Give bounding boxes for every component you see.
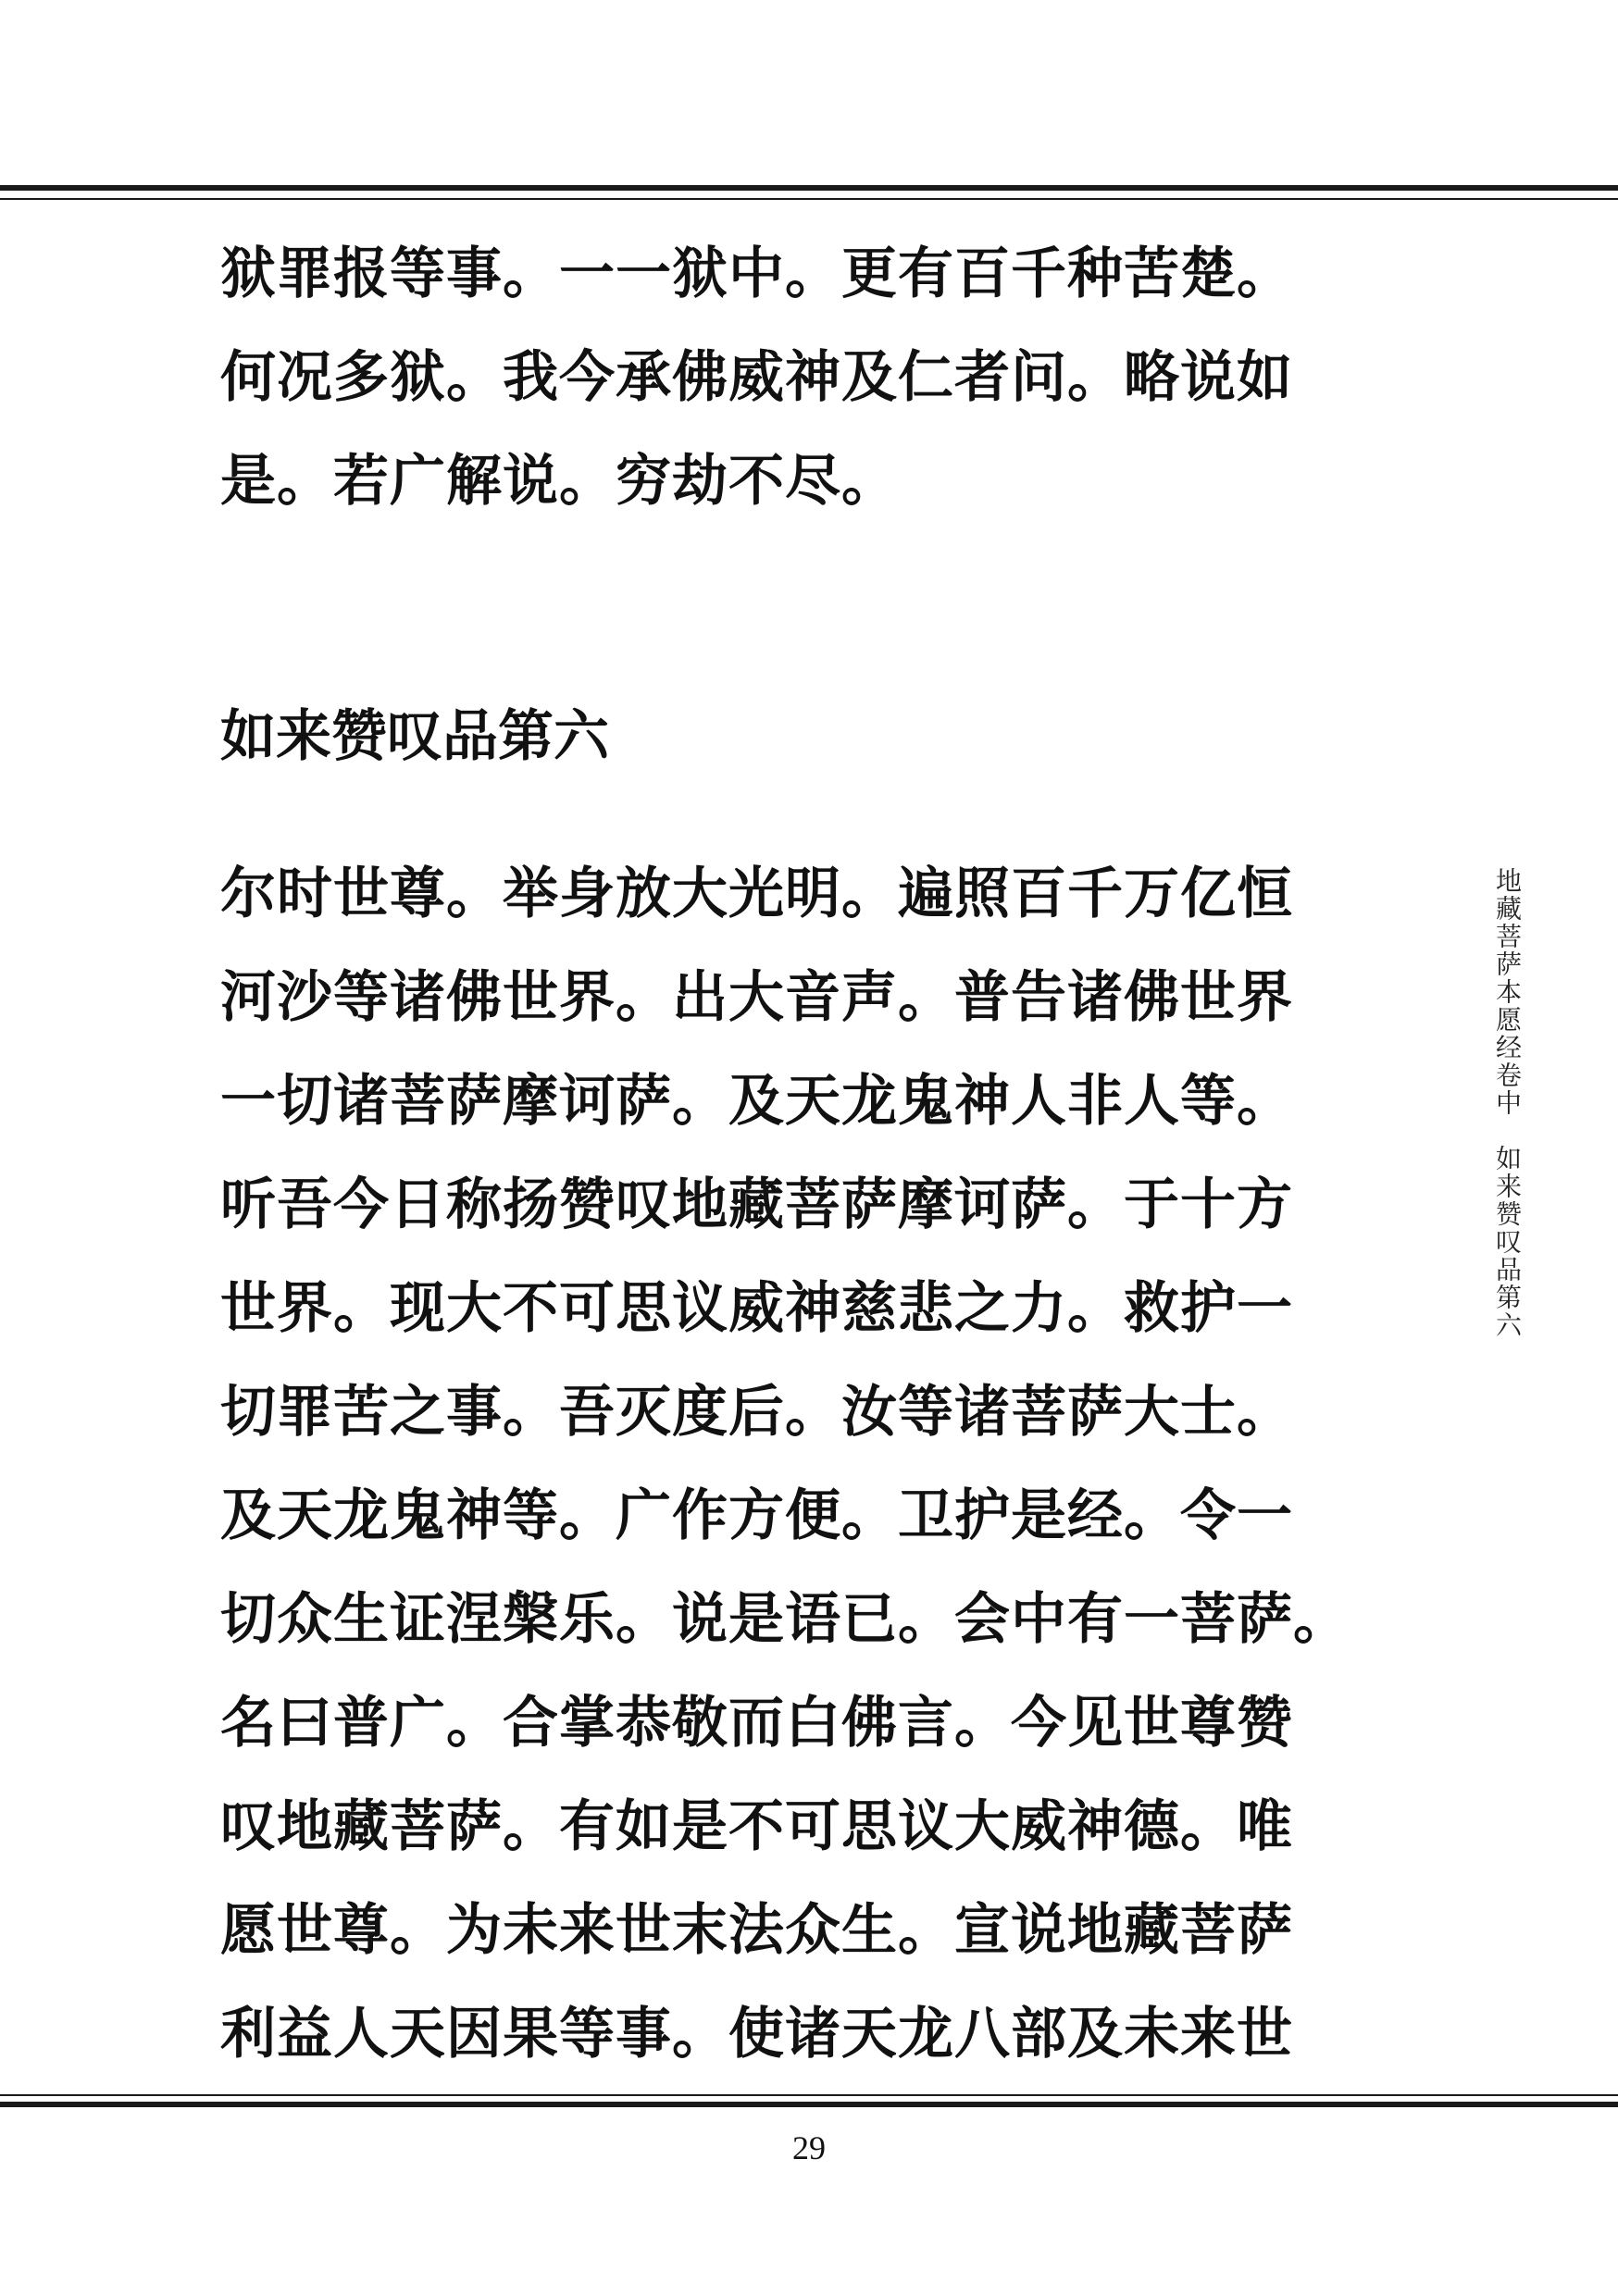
text-line: 尔时世尊。举身放大光明。遍照百千万亿恒 [220,862,1293,926]
footer-rule-thick [0,2102,1618,2107]
footer-rule-thin [0,2094,1618,2096]
text-line: 一切诸菩萨摩诃萨。及天龙鬼神人非人等。 [220,1069,1293,1134]
text-line: 叹地藏菩萨。有如是不可思议大威神德。唯 [220,1794,1293,1859]
text-line: 听吾今日称扬赞叹地藏菩萨摩诃萨。于十方 [220,1173,1293,1237]
text-line: 愿世尊。为未来世末法众生。宣说地藏菩萨 [220,1898,1293,1963]
text-line: 切众生证涅槃乐。说是语已。会中有一菩萨。 [220,1587,1350,1652]
text-line: 河沙等诸佛世界。出大音声。普告诸佛世界 [220,965,1293,1030]
text-line: 狱罪报等事。一一狱中。更有百千种苦楚。 [220,242,1293,306]
text-line: 世界。现大不可思议威神慈悲之力。救护一 [220,1276,1293,1341]
chapter-title: 如来赞叹品第六 [220,704,609,769]
paragraph-continuation [220,222,1293,533]
text-line: 是。若广解说。穷劫不尽。 [220,449,898,514]
paragraph-main [220,842,1350,2086]
text-line: 名曰普广。合掌恭敬而白佛言。今见世尊赞 [220,1691,1293,1756]
text-line: 及天龙鬼神等。广作方便。卫护是经。令一 [220,1483,1293,1548]
header-rule-thin [0,198,1618,200]
chapter-heading [220,685,609,788]
page-number: 29 [792,2129,826,2166]
text-line: 何况多狱。我今承佛威神及仁者问。略说如 [220,345,1293,410]
text-line: 利益人天因果等事。使诸天龙八部及未来世 [220,2002,1293,2066]
header-rule-thick [0,185,1618,191]
text-line: 切罪苦之事。吾灭度后。汝等诸菩萨大士。 [220,1380,1293,1445]
running-title: 地藏菩萨本愿经卷中 如来赞叹品第六 [1492,867,1523,1339]
